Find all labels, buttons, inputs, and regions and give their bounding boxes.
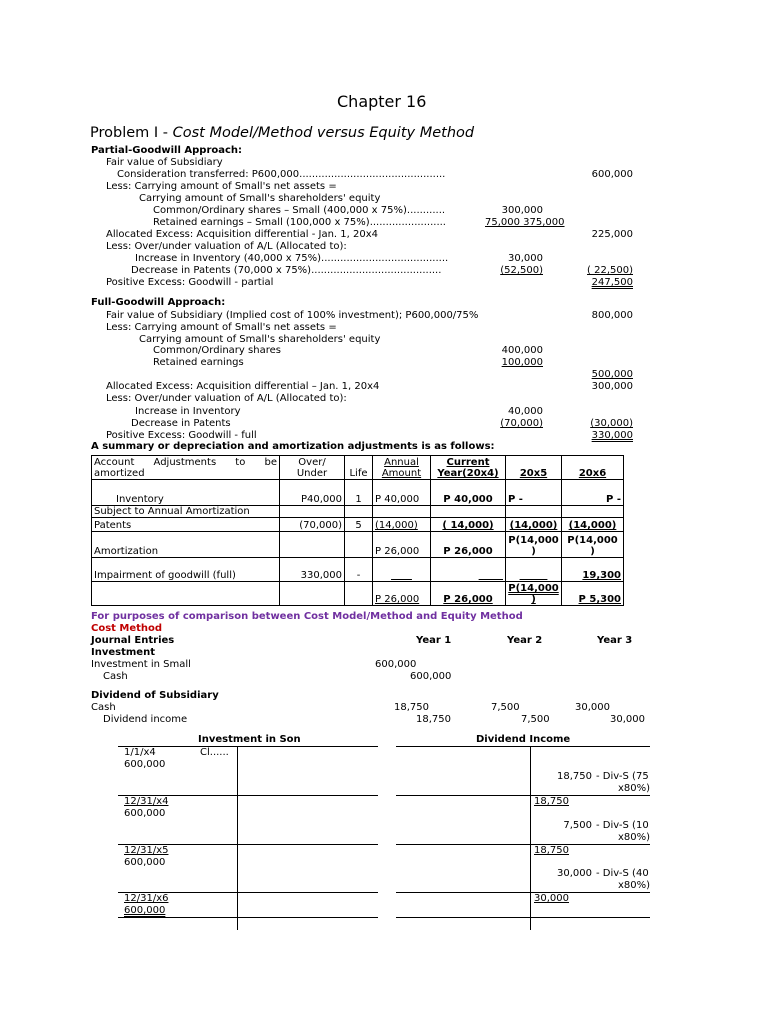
t-right-note-1a: - Div-S (75	[596, 771, 649, 782]
full-inventory-amount: 40,000	[508, 406, 543, 417]
div-income-label: Dividend income	[103, 714, 188, 725]
t-left-top-line	[118, 746, 378, 747]
row-amortization-20x6: P(14,000 )	[562, 532, 624, 558]
partial-consideration-amount: 600,000	[591, 169, 633, 180]
header-20x5: 20x5	[506, 456, 562, 480]
t-right-amount-2: 7,500	[563, 820, 592, 831]
header-over-under: Over/ Under	[280, 456, 345, 480]
full-patents-amount: (70,000)	[500, 418, 543, 429]
div-cash-y3: 30,000	[575, 702, 610, 713]
row-inventory-over: P40,000	[280, 480, 345, 506]
t-left-amount-3: 600,000	[124, 857, 166, 868]
full-carrying: Carrying amount of Small's shareholders' equity	[139, 334, 381, 345]
table-row	[92, 518, 624, 532]
full-overunder: Less: Over/under valuation of A/L (Allocated to):	[106, 393, 347, 404]
partial-consideration: Consideration transferred: P600,000..............................................	[117, 169, 446, 180]
inv-small-amount: 600,000	[375, 659, 417, 670]
div-cash-y1: 18,750	[394, 702, 429, 713]
partial-retained: Retained earnings – Small (100,000 x 75%)........................	[153, 217, 446, 228]
t-right-total-3: 30,000	[534, 893, 569, 904]
problem-title: Problem I - Cost Model/Method versus Equity Method	[90, 125, 475, 141]
t-left-date-4: 12/31/x6	[124, 893, 169, 904]
partial-carrying: Carrying amount of Small's shareholders' equity	[139, 193, 381, 204]
inv-small-label: Investment in Small	[91, 659, 191, 670]
full-goodwill-amount: 330,000	[591, 430, 633, 441]
row-inventory-current: P 40,000	[431, 480, 506, 506]
t-right-amount-3: 30,000	[557, 868, 592, 879]
t-left-amount-1: 600,000	[124, 759, 166, 770]
year1-label: Year 1	[416, 635, 452, 646]
header-account: Account Adjustments to be amortized	[92, 456, 280, 480]
row-patents-20x5: (14,000)	[506, 518, 562, 532]
t-right-line-3	[396, 892, 650, 893]
row-patents-current: ( 14,000)	[431, 518, 506, 532]
row-total-20x5: P(14,000 )	[506, 582, 562, 606]
partial-common: Common/Ordinary shares – Small (400,000 x 75%)............	[153, 205, 446, 216]
t-left-note-1: Cl......	[200, 747, 229, 758]
partial-allocated: Allocated Excess: Acquisition differential - Jan. 1, 20x4	[106, 229, 378, 240]
row-impairment-over: 330,000	[280, 558, 345, 582]
full-fv: Fair value of Subsidiary (Implied cost of 100% investment); P600,000/75%	[106, 310, 479, 321]
partial-inventory-amount: 30,000	[508, 253, 543, 264]
row-impairment-life: -	[345, 558, 373, 582]
partial-heading: Partial-Goodwill Approach:	[91, 145, 243, 156]
full-retained: Retained earnings	[153, 357, 244, 368]
partial-common-amount: 300,000	[501, 205, 543, 216]
full-inventory: Increase in Inventory	[135, 406, 241, 417]
partial-allocated-amount: 225,000	[591, 229, 633, 240]
partial-goodwill-amount: 247,500	[591, 277, 633, 288]
t-left-date-2: 12/31/x4	[124, 796, 169, 807]
t-right-total-2: 18,750	[534, 845, 569, 856]
t-right-note-3b: x80%)	[617, 880, 650, 891]
table-header-row	[92, 456, 624, 480]
row-inventory-life: 1	[345, 480, 373, 506]
div-cash-y2: 7,500	[491, 702, 520, 713]
summary-heading: A summary or depreciation and amortization adjustments is as follows:	[91, 441, 495, 452]
t-left-line-4	[118, 917, 378, 918]
full-common-amount: 400,000	[501, 345, 543, 356]
t-right-note-2b: x80%)	[617, 832, 650, 843]
row-impairment-label: Impairment of goodwill (full)	[92, 558, 280, 582]
amortization-table	[91, 455, 624, 606]
table-row	[92, 558, 624, 582]
row-impairment-20x6: 19,300	[562, 558, 624, 582]
t-account-dividend-title: Dividend Income	[476, 734, 571, 745]
header-20x6: 20x6	[562, 456, 624, 480]
row-total-annual: P 26,000	[373, 582, 431, 606]
div-income-y2: 7,500	[521, 714, 550, 725]
t-right-total-1: 18,750	[534, 796, 569, 807]
row-patents-annual: (14,000)	[373, 518, 431, 532]
row-patents-over: (70,000)	[280, 518, 345, 532]
header-current: Current Year(20x4)	[431, 456, 506, 480]
row-inventory-20x5: P -	[506, 480, 562, 506]
table-row	[92, 506, 624, 518]
partial-inventory: Increase in Inventory (40,000 x 75%)........................................	[135, 253, 449, 264]
partial-overunder: Less: Over/under valuation of A/L (Allocated to):	[106, 241, 347, 252]
row-amortization-annual: P 26,000	[373, 532, 431, 558]
header-annual: Annual Amount	[373, 456, 431, 480]
row-subject-label: Subject to Annual Amortization	[92, 506, 280, 518]
partial-fv: Fair value of Subsidiary	[106, 157, 223, 168]
t-account-investment-title: Investment in Son	[198, 734, 301, 745]
row-inventory-20x6: P -	[562, 480, 624, 506]
full-allocated: Allocated Excess: Acquisition differential – Jan. 1, 20x4	[106, 381, 380, 392]
chapter-title: Chapter 16	[337, 92, 427, 111]
partial-retained-amount: 75,000 375,000	[485, 217, 565, 228]
t-right-line-2	[396, 844, 650, 845]
div-income-y1: 18,750	[416, 714, 451, 725]
full-fv-amount: 800,000	[591, 310, 633, 321]
full-goodwill: Positive Excess: Goodwill - full	[106, 430, 257, 441]
comparison-heading: For purposes of comparison between Cost Model/Method and Equity Method	[91, 611, 523, 622]
t-right-note-3a: - Div-S (40	[596, 868, 649, 879]
full-common: Common/Ordinary shares	[153, 345, 281, 356]
header-life: Life	[345, 456, 373, 480]
partial-goodwill: Positive Excess: Goodwill - partial	[106, 277, 274, 288]
div-cash-label: Cash	[91, 702, 116, 713]
row-inventory-annual: P 40,000	[373, 480, 431, 506]
cash-label: Cash	[103, 671, 128, 682]
partial-less: Less: Carrying amount of Small's net assets =	[106, 181, 337, 192]
row-amortization-label: Amortization	[92, 532, 280, 558]
t-left-date-3: 12/31/x5	[124, 845, 169, 856]
t-right-top-line	[396, 746, 650, 747]
full-less: Less: Carrying amount of Small's net assets =	[106, 322, 337, 333]
t-right-line-4	[396, 917, 650, 918]
full-net-amount: 500,000	[591, 369, 633, 380]
t-left-amount-2: 600,000	[124, 808, 166, 819]
dividend-heading: Dividend of Subsidiary	[91, 690, 219, 701]
t-right-line-1	[396, 795, 650, 796]
row-total-current: P 26,000	[431, 582, 506, 606]
row-patents-label: Patents	[92, 518, 280, 532]
table-row	[92, 532, 624, 558]
full-patents-net: (30,000)	[590, 418, 633, 429]
cash-amount: 600,000	[410, 671, 452, 682]
t-right-note-2a: - Div-S (10	[596, 820, 649, 831]
row-patents-20x6: (14,000)	[562, 518, 624, 532]
partial-patents: Decrease in Patents (70,000 x 75%).........................................	[131, 265, 442, 276]
row-total-20x6: P 5,300	[562, 582, 624, 606]
t-right-amount-1: 18,750	[557, 771, 592, 782]
t-right-note-1b: x80%)	[617, 783, 650, 794]
investment-heading: Investment	[91, 647, 155, 658]
year2-label: Year 2	[507, 635, 543, 646]
t-left-date-1: 1/1/x4	[124, 747, 156, 758]
journal-heading: Journal Entries	[91, 635, 175, 646]
full-heading: Full-Goodwill Approach:	[91, 297, 226, 308]
div-income-y3: 30,000	[610, 714, 645, 725]
full-retained-amount: 100,000	[501, 357, 543, 368]
cost-method-heading: Cost Method	[91, 623, 163, 634]
table-row	[92, 582, 624, 606]
row-inventory-label: Inventory	[92, 480, 280, 506]
full-patents: Decrease in Patents	[131, 418, 231, 429]
row-amortization-20x5: P(14,000 )	[506, 532, 562, 558]
full-allocated-amount: 300,000	[591, 381, 633, 392]
table-row	[92, 480, 624, 506]
partial-patents-amount: (52,500)	[500, 265, 543, 276]
t-left-divider	[237, 746, 238, 930]
t-left-amount-4: 600,000	[124, 905, 166, 916]
row-amortization-current: P 26,000	[431, 532, 506, 558]
partial-patents-net: ( 22,500)	[587, 265, 633, 276]
year3-label: Year 3	[597, 635, 633, 646]
row-patents-life: 5	[345, 518, 373, 532]
